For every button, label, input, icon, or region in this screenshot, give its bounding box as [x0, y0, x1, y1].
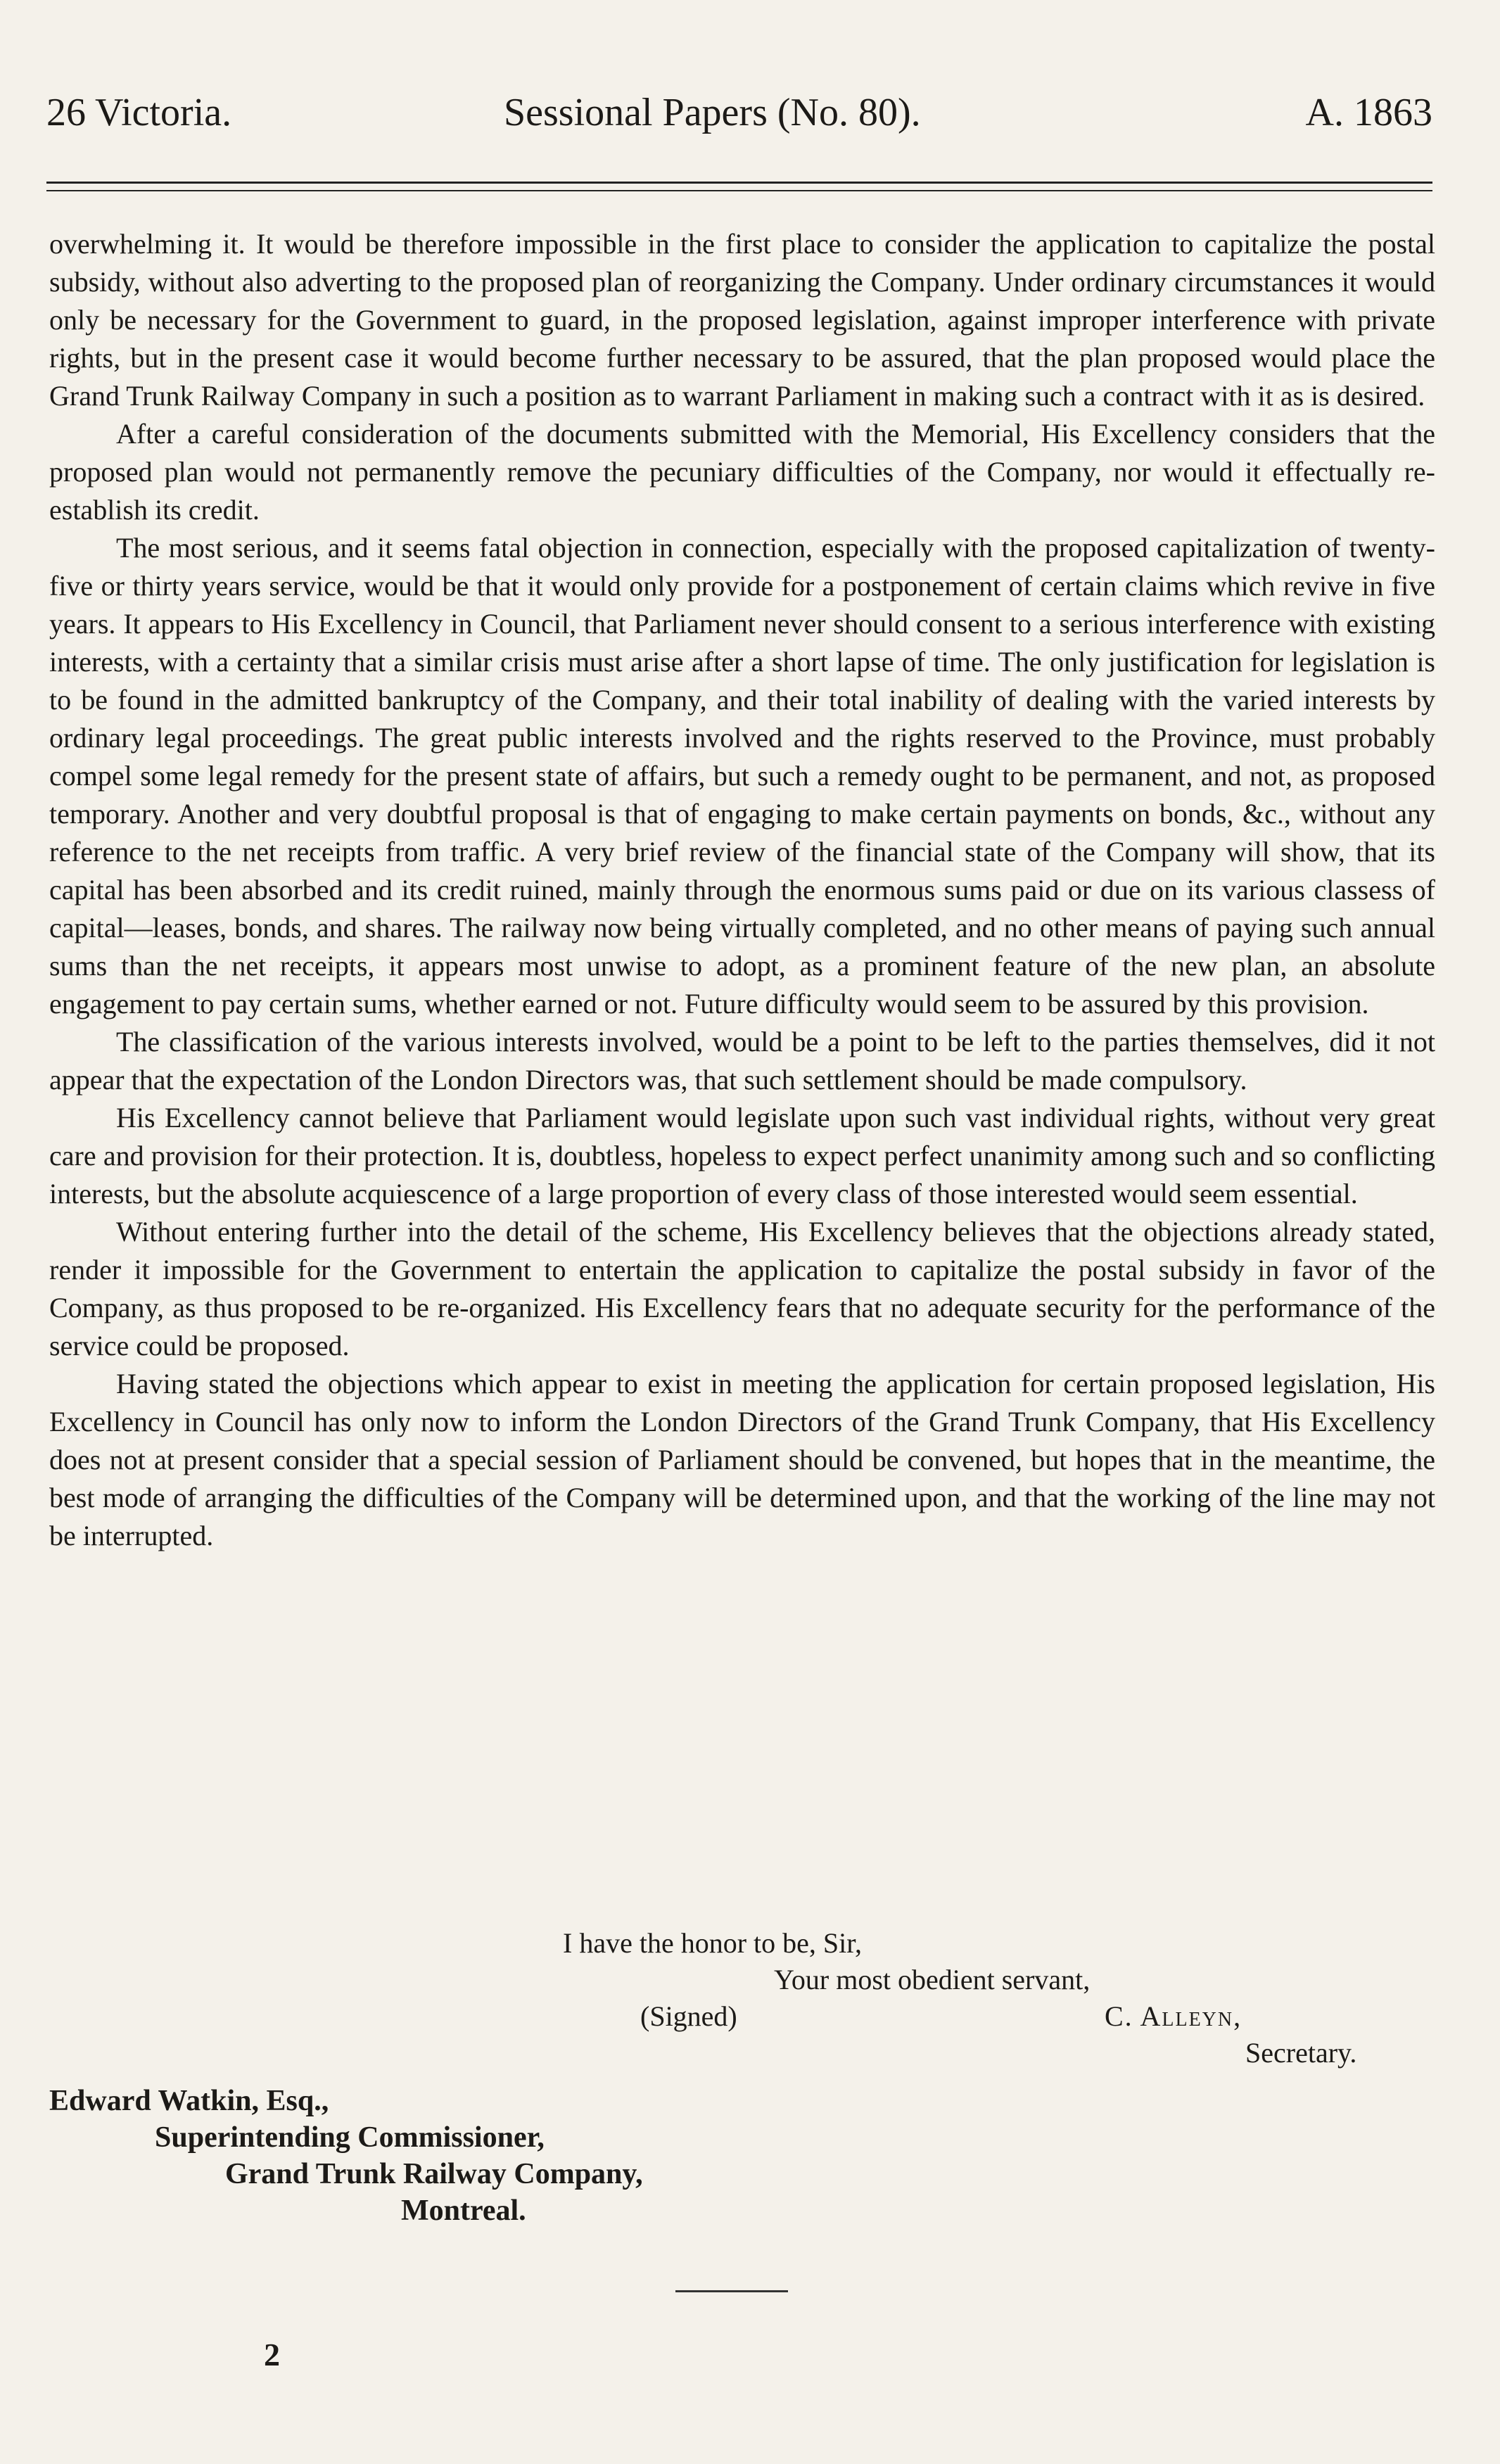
paragraph: Without entering further into the detail of the scheme, His Excellency believes that the objections already stated, render it impossible for the Government to entertain the application to capitalize the postal subsidy in favor of the Company, as thus proposed to be re-organized. His Excellency fears that no adequate security for the performance of the service could be proposed.	[49, 1216, 1435, 1361]
closing-servant: Your most obedient servant,	[774, 1964, 1091, 1995]
address-line: Grand Trunk Railway Company,	[225, 2158, 643, 2190]
header-session: 26 Victoria.	[46, 91, 232, 134]
paragraph: overwhelming it. It would be therefore impossible in the first place to consider the application to capitalize the postal subsidy, without also adverting to the proposed plan of reorganizing the Company. Under ordinary circumstances it would only be necessary for the Government to guard, in the proposed legislation, against improper interference with private rights, but in the present case it would become further necessary to be assured, that the plan proposed would place the Grand Trunk Railway Company in such a position as to warrant Parliament in making such a contract with it as is desired.	[49, 228, 1435, 412]
header-year: A. 1863	[1305, 91, 1432, 134]
closing-honor: I have the honor to be, Sir,	[563, 1927, 862, 1959]
address-line: Edward Watkin, Esq.,	[49, 2085, 329, 2117]
signatory-title: Secretary.	[1245, 2037, 1357, 2069]
recipient-address	[49, 2083, 643, 2229]
page-number: 2	[264, 2337, 280, 2373]
letter-body	[49, 225, 1435, 1555]
paragraph: The most serious, and it seems fatal objection in connection, especially with the proposed capitalization of twenty-five or thirty years service, would be that it would only provide for a postponement of certain claims which revive in five years. It appears to His Excellency in Council, that Parliament never should consent to a serious interference with existing interests, with a certainty that a similar crisis must arise after a short lapse of time. The only justification for legislation is to be found in the admitted bankruptcy of the Company, and their total inability of dealing with the varied interests by ordinary legal proceedings. The great public interests involved and the rights reserved to the Province, must probably compel some legal remedy for the present state of affairs, but such a remedy ought to be permanent, and not, as proposed temporary. Another and very doubtful proposal is that of engaging to make certain payments on bonds, &c., without any reference to the net receipts from traffic. A very brief review of the financial state of the Company will show, that its capital has been absorbed and its credit ruined, mainly through the enormous sums paid or due on its various classess of capital—leases, bonds, and shares. The railway now being virtually completed, and no other means of paying such annual sums than the net receipts, it appears most unwise to adopt, as a prominent feature of the new plan, an absolute engagement to pay certain sums, whether earned or not. Future difficulty would seem to be assured by this provision.	[49, 532, 1435, 1020]
page-header	[46, 76, 1432, 153]
address-line: Superintending Commissioner,	[155, 2121, 545, 2154]
address-line: Montreal.	[401, 2195, 526, 2227]
end-rule	[675, 2290, 788, 2292]
paragraph: Having stated the objections which appear to exist in meeting the application for certain proposed legislation, His Excellency in Council has only now to inform the London Directors of the Grand Trunk Company, that His Excellency does not at present consider that a special session of Parliament should be convened, but hopes that in the meantime, the best mode of arranging the difficulties of the Company will be determined upon, and that the working of the line may not be interrupted.	[49, 1368, 1435, 1551]
paragraph: After a careful consideration of the documents submitted with the Memorial, His Excellency considers that the proposed plan would not permanently remove the pecuniary difficulties of the Company, nor would it effectually re-establish its credit.	[49, 418, 1435, 526]
paragraph: The classification of the various interests involved, would be a point to be left to the parties themselves, did it not appear that the expectation of the London Directors was, that such settlement should be made compulsory.	[49, 1026, 1435, 1096]
paragraph: His Excellency cannot believe that Parliament would legislate upon such vast individual rights, without very great care and provision for their protection. It is, doubtless, hopeless to expect perfect unanimity among such and so conflicting interests, but the absolute acquiescence of a large proportion of every class of those interested would seem essential.	[49, 1102, 1435, 1209]
header-rule-top	[46, 182, 1432, 184]
header-title: Sessional Papers (No. 80).	[504, 91, 921, 134]
signatory-name: C. Alleyn,	[1105, 2000, 1242, 2032]
closing-signed: (Signed)	[640, 2000, 737, 2032]
header-rule-bottom	[46, 190, 1432, 191]
